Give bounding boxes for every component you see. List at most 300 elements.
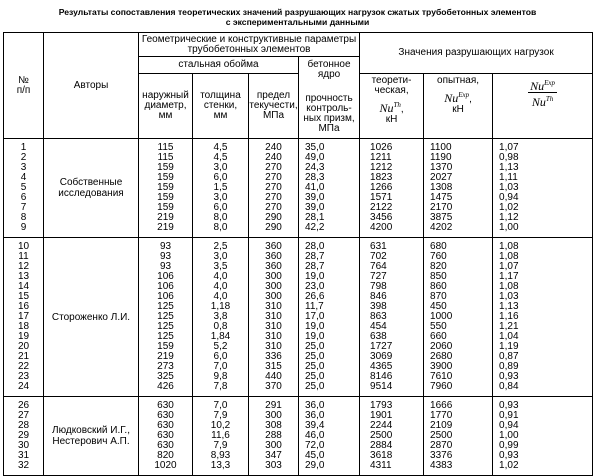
header-theoretical [360,74,424,139]
header-prism-line-1: прочность [305,93,353,104]
outer-diameter-cell: 630 [139,441,193,451]
load-ratio-cell: 1,21 [493,322,593,332]
row-number-cell: 17 [4,312,44,322]
yield-strength-cell: 290 [249,213,299,223]
experimental-load-cell: 1666 [424,397,493,412]
experimental-load-cell: 2680 [424,352,493,362]
theoretical-load-cell: 1026 [360,139,424,154]
outer-diameter-cell: 159 [139,342,193,352]
prism-strength-cell: 36,0 [299,411,360,421]
theoretical-load-cell: 3456 [360,213,424,223]
header-yield-line-2: текучести, [249,100,298,111]
wall-thickness-cell: 11,6 [193,431,249,441]
outer-diameter-cell: 219 [139,213,193,223]
yield-strength-cell: 300 [249,441,299,451]
row-number-cell: 20 [4,342,44,352]
header-theoretical-symbol: $Nu^{Th}$, [379,101,404,115]
theoretical-load-cell: 3069 [360,352,424,362]
yield-strength-cell: 290 [249,223,299,238]
yield-strength-cell: 303 [249,461,299,476]
row-number-cell: 10 [4,238,44,253]
load-ratio-cell: 0,89 [493,362,593,372]
header-yield-line-1: предел [256,90,291,101]
experimental-load-cell: 760 [424,252,493,262]
theoretical-load-cell: 4311 [360,461,424,476]
outer-diameter-cell: 820 [139,451,193,461]
yield-strength-cell: 240 [249,153,299,163]
row-number-cell: 18 [4,322,44,332]
prism-strength-cell: 19,0 [299,332,360,342]
prism-strength-cell: 28,1 [299,213,360,223]
load-ratio-cell: 0,93 [493,451,593,461]
theoretical-load-cell: 2244 [360,421,424,431]
load-ratio-cell: 1,04 [493,332,593,342]
outer-diameter-cell: 273 [139,362,193,372]
row-number-cell: 7 [4,203,44,213]
experimental-load-cell: 860 [424,282,493,292]
theoretical-load-cell: 764 [360,262,424,272]
header-experimental [424,74,493,139]
header-num-line-2: п/п [16,84,31,96]
header-concrete [299,57,360,139]
header-wall-thickness-line-3: мм [213,110,228,121]
header-theoretical-line-1: теорети- [371,75,412,86]
author-line: Нестерович А.П. [52,436,130,447]
yield-strength-cell: 270 [249,183,299,193]
prism-strength-cell: 46,0 [299,431,360,441]
prism-strength-cell: 19,0 [299,272,360,282]
row-number-cell: 21 [4,352,44,362]
wall-thickness-cell: 4,5 [193,139,249,154]
load-ratio-cell: 1,00 [493,223,593,238]
yield-strength-cell: 310 [249,322,299,332]
header-outer-diameter-line-2: диаметр, [144,100,187,111]
header-outer-diameter [139,74,193,139]
table-caption [0,7,595,27]
header-geometry-line-2: трубобетонных элементов [187,43,311,55]
wall-thickness-cell: 4,0 [193,292,249,302]
header-concrete-line-1: бетонное [307,59,351,70]
theoretical-load-cell: 2500 [360,431,424,441]
wall-thickness-cell: 9,8 [193,372,249,382]
theoretical-load-cell: 1571 [360,193,424,203]
prism-strength-cell: 24,3 [299,163,360,173]
theoretical-load-cell: 863 [360,312,424,322]
wall-thickness-cell: 5,2 [193,342,249,352]
row-number-cell: 31 [4,451,44,461]
yield-strength-cell: 310 [249,302,299,312]
yield-strength-cell: 370 [249,382,299,397]
experimental-load-cell: 3900 [424,362,493,372]
outer-diameter-cell: 125 [139,302,193,312]
yield-strength-cell: 310 [249,312,299,322]
outer-diameter-cell: 630 [139,431,193,441]
header-ratio [493,74,593,139]
table-row [4,139,593,154]
wall-thickness-cell: 7,0 [193,397,249,412]
load-ratio-cell: 0,91 [493,411,593,421]
outer-diameter-cell: 159 [139,183,193,193]
load-ratio-cell: 1,08 [493,282,593,292]
experimental-load-cell: 1308 [424,183,493,193]
prism-strength-cell: 29,0 [299,461,360,476]
theoretical-load-cell: 1793 [360,397,424,412]
prism-strength-cell: 39,4 [299,421,360,431]
wall-thickness-cell: 4,0 [193,272,249,282]
prism-strength-cell: 39,0 [299,203,360,213]
yield-strength-cell: 300 [249,411,299,421]
experimental-load-cell: 4383 [424,461,493,476]
table-header [4,33,593,139]
header-failure-loads: Значения разрушающих нагрузок [360,33,593,74]
table-body [4,139,593,476]
header-experimental-symbol: $Nu^{Exp}$, [444,91,472,105]
experimental-load-cell: 2060 [424,342,493,352]
row-number-cell: 3 [4,163,44,173]
theoretical-load-cell: 702 [360,252,424,262]
prism-strength-cell: 25,0 [299,352,360,362]
row-number-cell: 9 [4,223,44,238]
theoretical-load-cell: 638 [360,332,424,342]
experimental-load-cell: 1770 [424,411,493,421]
outer-diameter-cell: 106 [139,272,193,282]
row-number-cell: 15 [4,292,44,302]
table-row [4,397,593,412]
yield-strength-cell: 300 [249,292,299,302]
prism-strength-cell: 28,3 [299,173,360,183]
author-line: Стороженко Л.И. [51,311,131,323]
outer-diameter-cell: 426 [139,382,193,397]
prism-strength-cell: 39,0 [299,193,360,203]
yield-strength-cell: 300 [249,272,299,282]
yield-strength-cell: 270 [249,173,299,183]
experimental-load-cell: 550 [424,322,493,332]
experimental-load-cell: 2027 [424,173,493,183]
prism-strength-cell: 25,0 [299,362,360,372]
header-num-line-1: № [18,74,29,86]
wall-thickness-cell: 1,18 [193,302,249,312]
header-concrete-line-2: ядро [317,69,341,80]
experimental-load-cell: 850 [424,272,493,282]
outer-diameter-cell: 159 [139,193,193,203]
wall-thickness-cell: 1,84 [193,332,249,342]
outer-diameter-cell: 106 [139,292,193,302]
theoretical-load-cell: 1823 [360,173,424,183]
wall-thickness-cell: 3,8 [193,312,249,322]
experimental-load-cell: 1100 [424,139,493,154]
load-ratio-cell: 1,17 [493,272,593,282]
row-number-cell: 6 [4,193,44,203]
header-prism-line-4: МПа [318,123,340,134]
header-authors: Авторы [44,33,139,139]
experimental-load-cell: 2870 [424,441,493,451]
load-ratio-cell: 1,12 [493,213,593,223]
load-ratio-cell: 1,00 [493,431,593,441]
header-geometry-line-1: Геометрические и конструктивные параметры [141,33,357,45]
wall-thickness-cell: 6,0 [193,173,249,183]
row-number-cell: 4 [4,173,44,183]
wall-thickness-cell: 3,0 [193,193,249,203]
outer-diameter-cell: 159 [139,163,193,173]
wall-thickness-cell: 1,5 [193,183,249,193]
row-number-cell: 1 [4,139,44,154]
row-number-cell: 2 [4,153,44,163]
header-num [4,33,44,139]
row-number-cell: 5 [4,183,44,193]
wall-thickness-cell: 10,2 [193,421,249,431]
header-prism-line-2: контроль- [306,103,352,114]
load-ratio-cell: 1,07 [493,262,593,272]
theoretical-load-cell: 1266 [360,183,424,193]
experimental-load-cell: 2500 [424,431,493,441]
load-ratio-cell: 1,02 [493,461,593,476]
theoretical-load-cell: 631 [360,238,424,253]
table-row [4,238,593,253]
wall-thickness-cell: 3,0 [193,252,249,262]
load-ratio-cell: 1,11 [493,173,593,183]
load-ratio-cell: 1,07 [493,139,593,154]
yield-strength-cell: 291 [249,397,299,412]
yield-strength-cell: 240 [249,139,299,154]
header-ratio-numerator: $Nu^{Exp}$ [530,79,555,93]
theoretical-load-cell: 1211 [360,153,424,163]
header-yield-strength [249,74,299,139]
yield-strength-cell: 270 [249,193,299,203]
author-cell [44,397,139,476]
row-number-cell: 14 [4,282,44,292]
experimental-load-cell: 2109 [424,421,493,431]
prism-strength-cell: 35,0 [299,139,360,154]
outer-diameter-cell: 630 [139,421,193,431]
wall-thickness-cell: 8,0 [193,223,249,238]
wall-thickness-cell: 3,0 [193,163,249,173]
yield-strength-cell: 360 [249,238,299,253]
author-line: Собственные [59,177,123,188]
experimental-load-cell: 1000 [424,312,493,322]
theoretical-load-cell: 1901 [360,411,424,421]
theoretical-load-cell: 2122 [360,203,424,213]
outer-diameter-cell: 125 [139,322,193,332]
header-wall-thickness [193,74,249,139]
wall-thickness-cell: 4,5 [193,153,249,163]
load-ratio-cell: 0,87 [493,352,593,362]
experimental-load-cell: 2170 [424,203,493,213]
row-number-cell: 29 [4,431,44,441]
experimental-load-cell: 7610 [424,372,493,382]
experimental-load-cell: 680 [424,238,493,253]
prism-strength-cell: 49,0 [299,153,360,163]
yield-strength-cell: 315 [249,362,299,372]
theoretical-load-cell: 4200 [360,223,424,238]
load-ratio-cell: 1,08 [493,252,593,262]
author-line: исследования [58,188,124,199]
outer-diameter-cell: 125 [139,312,193,322]
prism-strength-cell: 11,7 [299,302,360,312]
wall-thickness-cell: 7,9 [193,411,249,421]
header-ratio-denominator: $Nu^{Th}$ [531,95,554,109]
prism-strength-cell: 28,0 [299,238,360,253]
experimental-load-cell: 7960 [424,382,493,397]
prism-strength-cell: 25,0 [299,342,360,352]
load-ratio-cell: 1,13 [493,163,593,173]
load-ratio-cell: 1,03 [493,292,593,302]
wall-thickness-cell: 4,0 [193,282,249,292]
prism-strength-cell: 17,0 [299,312,360,322]
wall-thickness-cell: 7,8 [193,382,249,397]
header-experimental-unit: кН [452,104,464,115]
caption-line-1: Результаты сопоставления теоретических значений разрушающих нагрузок сжатых трубобетонных элементов [58,7,537,17]
header-experimental-line-1: опытная, [437,75,480,86]
theoretical-load-cell: 3618 [360,451,424,461]
row-number-cell: 30 [4,441,44,451]
wall-thickness-cell: 6,0 [193,203,249,213]
outer-diameter-cell: 219 [139,223,193,238]
yield-strength-cell: 300 [249,282,299,292]
wall-thickness-cell: 7,9 [193,441,249,451]
prism-strength-cell: 25,0 [299,382,360,397]
load-ratio-cell: 1,13 [493,302,593,312]
author-cell [44,238,139,397]
theoretical-load-cell: 727 [360,272,424,282]
prism-strength-cell: 36,0 [299,397,360,412]
load-ratio-cell: 1,19 [493,342,593,352]
outer-diameter-cell: 630 [139,411,193,421]
row-number-cell: 19 [4,332,44,342]
theoretical-load-cell: 454 [360,322,424,332]
wall-thickness-cell: 3,5 [193,262,249,272]
load-ratio-cell: 1,16 [493,312,593,322]
results-table [3,32,593,476]
prism-strength-cell: 42,2 [299,223,360,238]
outer-diameter-cell: 115 [139,139,193,154]
wall-thickness-cell: 7,0 [193,362,249,372]
yield-strength-cell: 270 [249,163,299,173]
prism-strength-cell: 41,0 [299,183,360,193]
theoretical-load-cell: 798 [360,282,424,292]
prism-strength-cell: 25,0 [299,372,360,382]
yield-strength-cell: 310 [249,342,299,352]
theoretical-load-cell: 8146 [360,372,424,382]
experimental-load-cell: 1475 [424,193,493,203]
header-ratio-fraction [528,78,557,107]
row-number-cell: 26 [4,397,44,412]
yield-strength-cell: 360 [249,252,299,262]
row-number-cell: 12 [4,262,44,272]
header-geometry [139,33,360,57]
yield-strength-cell: 288 [249,431,299,441]
prism-strength-cell: 45,0 [299,451,360,461]
load-ratio-cell: 0,93 [493,397,593,412]
experimental-load-cell: 820 [424,262,493,272]
header-yield-line-3: МПа [262,110,285,121]
outer-diameter-cell: 106 [139,282,193,292]
header-outer-diameter-line-3: мм [158,110,173,121]
experimental-load-cell: 870 [424,292,493,302]
theoretical-load-cell: 9514 [360,382,424,397]
outer-diameter-cell: 115 [139,153,193,163]
load-ratio-cell: 0,93 [493,372,593,382]
row-number-cell: 27 [4,411,44,421]
outer-diameter-cell: 1020 [139,461,193,476]
prism-strength-cell: 23,0 [299,282,360,292]
row-number-cell: 16 [4,302,44,312]
row-number-cell: 13 [4,272,44,282]
header-steel-shell: стальная обойма [139,57,299,74]
outer-diameter-cell: 125 [139,332,193,342]
load-ratio-cell: 0,84 [493,382,593,397]
yield-strength-cell: 308 [249,421,299,431]
prism-strength-cell: 26,6 [299,292,360,302]
row-number-cell: 22 [4,362,44,372]
outer-diameter-cell: 93 [139,262,193,272]
outer-diameter-cell: 219 [139,352,193,362]
outer-diameter-cell: 630 [139,397,193,412]
wall-thickness-cell: 6,0 [193,352,249,362]
load-ratio-cell: 0,99 [493,441,593,451]
header-theoretical-line-2: ческая, [374,85,409,96]
theoretical-load-cell: 2884 [360,441,424,451]
wall-thickness-cell: 0,8 [193,322,249,332]
load-ratio-cell: 0,94 [493,421,593,431]
outer-diameter-cell: 159 [139,173,193,183]
header-outer-diameter-line-1: наружный [142,90,189,101]
experimental-load-cell: 4202 [424,223,493,238]
theoretical-load-cell: 1727 [360,342,424,352]
load-ratio-cell: 1,02 [493,203,593,213]
yield-strength-cell: 336 [249,352,299,362]
header-prism-line-3: ных призм, [303,113,355,124]
yield-strength-cell: 270 [249,203,299,213]
row-number-cell: 8 [4,213,44,223]
prism-strength-cell: 72,0 [299,441,360,451]
outer-diameter-cell: 93 [139,252,193,262]
load-ratio-cell: 0,98 [493,153,593,163]
yield-strength-cell: 347 [249,451,299,461]
prism-strength-cell: 19,0 [299,322,360,332]
row-number-cell: 23 [4,372,44,382]
yield-strength-cell: 440 [249,372,299,382]
wall-thickness-cell: 8,0 [193,213,249,223]
outer-diameter-cell: 93 [139,238,193,253]
yield-strength-cell: 310 [249,332,299,342]
row-number-cell: 11 [4,252,44,262]
row-number-cell: 32 [4,461,44,476]
author-line: Людковский И.Г., [52,425,130,436]
header-wall-thickness-line-2: стенки, [203,100,238,111]
experimental-load-cell: 660 [424,332,493,342]
load-ratio-cell: 1,03 [493,183,593,193]
theoretical-load-cell: 1212 [360,163,424,173]
load-ratio-cell: 1,08 [493,238,593,253]
experimental-load-cell: 450 [424,302,493,312]
prism-strength-cell: 28,7 [299,262,360,272]
header-wall-thickness-line-1: толщина [200,90,241,101]
experimental-load-cell: 1370 [424,163,493,173]
row-number-cell: 24 [4,382,44,397]
outer-diameter-cell: 325 [139,372,193,382]
outer-diameter-cell: 159 [139,203,193,213]
author-cell [44,139,139,238]
prism-strength-cell: 28,7 [299,252,360,262]
theoretical-load-cell: 4365 [360,362,424,372]
header-theoretical-unit: кН [385,114,398,125]
wall-thickness-cell: 13,3 [193,461,249,476]
wall-thickness-cell: 8,93 [193,451,249,461]
theoretical-load-cell: 398 [360,302,424,312]
yield-strength-cell: 360 [249,262,299,272]
load-ratio-cell: 0,94 [493,193,593,203]
row-number-cell: 28 [4,421,44,431]
